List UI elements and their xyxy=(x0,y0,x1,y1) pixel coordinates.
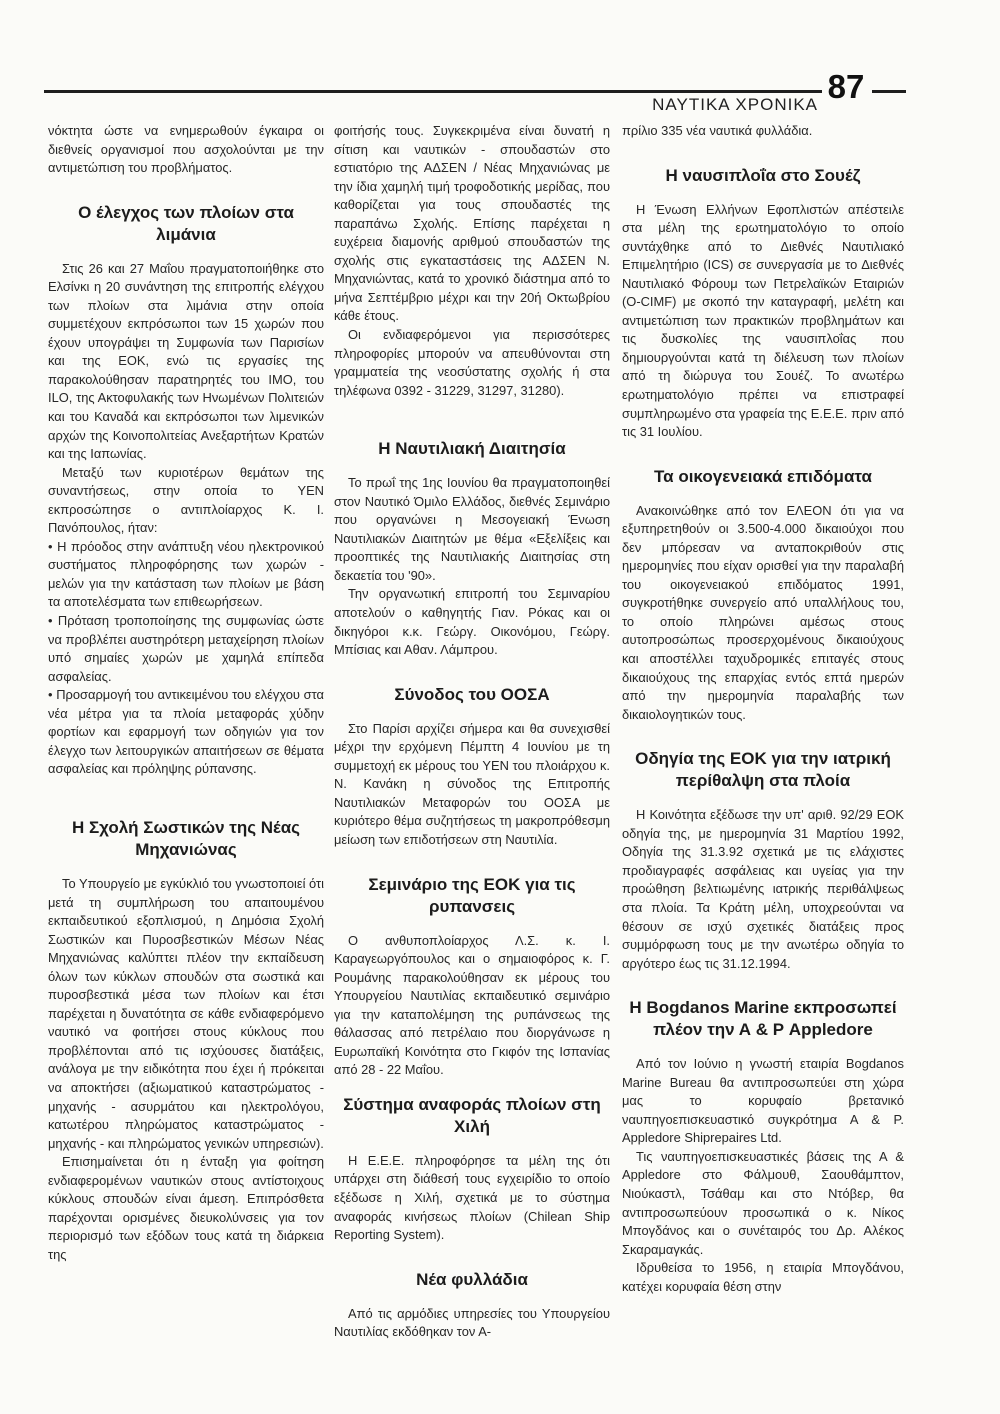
column-2 xyxy=(334,122,610,1342)
paragraph: Οι ενδιαφερόμενοι για περισσότερες πληροφορίες μπορούν να απευθύνονται στη γραμματεία της νεοσύστατης σχολής ή στα τηλέφωνα 0392 - 31229, 31297, 31280). xyxy=(334,327,610,398)
paragraph: Στις 26 και 27 Μαΐου πραγματοποιήθηκε στο Ελσίνκι η 20 συνάντηση της επιτροπής ελέγχου των πλοίων στα λιμάνια στην οποία συμμετέχουν εκπρόσωποι των 15 χωρών που έχουν υπογράψει τη Συμφωνία των Παρισίων και της ΕΟΚ, ενώ τις εργασίες της παρακολούθησαν παρατηρητές του ΙΜΟ, του ILO, της Ακτοφυλακής των Ηνωμένων Πολιτειών και του Καναδά και εκπρόσωποι των λιμενικών αρχών της Κοινοπολιτείας Ανεξαρτήτων Κρατών και της Ιαπωνίας. xyxy=(48,260,324,462)
paragraph: Η Ένωση Ελλήνων Εφοπλιστών απέστειλε στα μέλη της ερωτηματολόγιο το οποίο συντάχθηκε από το Διεθνές Ναυτιλιακό Επιμελητήριο (ICS) σε συνεργασία με το Διεθνές Ναυτιλιακό Φόρουμ των Πετρελαϊκών Εταιριών (O-CIMF) με σκοπό την καταγραφή, μελέτη και αντιμετώπιση των πρακτικών προβλημάτων και τις δυσκολίες της ναυσιπλοΐας που δημιουργούνται κατά τη διέλευση των πλοίων από τη διώρυγα του Σουέζ. Το ανωτέρω ερωτηματολόγιο πρέπει να επιστραφεί συμπληρωμένο στα γραφεία της Ε.Ε.Ε. πριν από τις 31 Ιουλίου. xyxy=(622,201,904,440)
heading-suez-navigation: Η ναυσιπλοΐα στο Σουέζ xyxy=(665,165,861,185)
paragraph: Την οργανωτική επιτροπή του Σεμιναρίου αποτελούν ο καθηγητής Γιαν. Ρόκας και οι δικηγόροι κ.κ. Γεώργ. Οικονόμου, Γεώργ. Μπίσιας και Αθαν. Λάμπρου. xyxy=(334,586,610,658)
paragraph-continuation: πρίλιο 335 νέα ναυτικά φυλλάδια. xyxy=(622,123,813,138)
heading-new-leaflets: Νέα φυλλάδια xyxy=(416,1269,528,1289)
heading-port-state-control: Ο έλεγχος των πλοίων στα λιμάνια xyxy=(78,202,294,244)
heading-chile-reporting: Σύστημα αναφοράς πλοίων στη Χιλή xyxy=(343,1094,601,1136)
bullet-item: • Προσαρμογή του αντικειμένου του ελέγχου στα νέα μέτρα για τα πλοία μεταφοράς χύδην φορτίων και εφαρμογή των οδηγιών για τον έλεγχο των λειτουργικών απαιτήσεων σε θέματα ασφαλείας και πρόληψης ρύπανσης. xyxy=(48,687,324,777)
intro-continuation: νόκτητα ώστε να ενημερωθούν έγκαιρα οι διεθνείς οργανισμοί που ασχολούνται με την αντιμετώπιση του προβλήματος. xyxy=(48,123,324,176)
header-rule xyxy=(44,90,822,93)
paragraph: Ανακοινώθηκε από τον ΕΛΕΟΝ ότι για να εξυπηρετηθούν οι 3.500-4.000 δικαιούχοι που δεν μπόρεσαν να ανταποκριθούν στις ημερομηνίες που είχαν ορισθεί για την παραλαβή του οικογενειακού επιδόματος 1991, συγκροτήθηκε συνεργείο από υπαλλήλους του, το οποίο πληρώνει αμέσως στους αυτοπροσώπως προσερχομένους δικαιούχους και αποστέλλει ταχυδρομικές επιταγές στους δικαιούχους της επαρχίας εντός επτά ημερών από την ημερομηνία παραλαβής των δικαιολογητικών τους. xyxy=(622,502,904,722)
bullet-item: • Πρόταση τροποποίησης της συμφωνίας ώστε να προβλέπει αυστηρότερη μεταχείρηση πλοίων υπό σημαίες χωρών με χαμηλά επίπεδα ασφαλείας. xyxy=(48,613,324,684)
paragraph: Το πρωΐ της 1ης Ιουνίου θα πραγματοποιηθεί στον Ναυτικό Όμιλο Ελλάδος, διεθνές Σεμινάριο που οργανώνει η Μεσογειακή Ένωση Ναυτιλιακών Διαιτητών με θέμα «Εξελίξεις και προοπτικές της Ναυτιλιακής Διαιτησίας στη δεκαετία του '90». xyxy=(334,475,610,583)
paragraph: Το Υπουργείο με εγκύκλιό του γνωστοποιεί ότι μετά τη συμπλήρωση του απαιτουμένου εκπαιδευτικού εξοπλισμού, η Δημόσια Σχολή Σωστικών και Πυροσβεστικών Μέσων Νέας Μηχανιώνας καλύπτει πλέον την εκπαίδευση όλων των κύκλων σπουδών στα σωστικά και πυροσβεστικά μέσα των πλοίων και έτσι παρέχεται η δυνατότητα σε κάθε ενδιαφερόμενο ναυτικό να φοιτήσει στους κύκλους που προβλέπονται από τις ισχύουσες διατάξεις, ανάλογα με την ειδικότητα που έχει ή πρόκειται να αποκτήσει (αξιωματικού καταστρώματος - μηχανής - ασυρμάτου και ηλεκτρολόγου, κατωτέρου πληρώματος καταστρώματος - μηχανής - και πληρώματος γενικών υπηρεσιών). xyxy=(48,875,324,1151)
paragraph: Από τον Ιούνιο η γνωστή εταιρία Bogdanos Marine Bureau θα αντιπροσωπεύει στη χώρα μας το κορυφαίο βρετανικό ναυπηγοεπισκευαστικό συγκρότημα Α & Ρ. Appledore Shiprepaires Ltd. xyxy=(622,1056,904,1146)
page-number: 87 xyxy=(827,68,865,105)
paragraph: Ο ανθυποπλοίαρχος Λ.Σ. κ. Ι. Καραγεωργόπουλος και ο σημαιοφόρος κ. Γ. Ρουμάνης παρακολούθησαν εκ μέρους του Υπουργείου Ναυτιλίας εκπαιδευτικό σεμινάριο για την καταπολέμηση της ρυπάνσεως της θάλασσας από πετρέλαιο που διοργάνωσε η Ευρωπαϊκή Κοινότητα στο Γκιφόν της Ισπανίας από 28 - 22 Μαΐου. xyxy=(334,932,610,1078)
heading-family-allowances: Τα οικογενειακά επιδόματα xyxy=(654,466,872,486)
paragraph: Επισημαίνεται ότι η ένταξη για φοίτηση ενδιαφερομένων ναυτικών στους αντίστοιχους κύκλους σπουδών είναι άμεση. Επιπρόσθετα παρέχονται ορισμένες διευκολύνσεις για τον περιορισμό των εξόδων τους κατά τη διάρκεια της xyxy=(48,1154,324,1262)
heading-maritime-arbitration: Η Ναυτιλιακή Διαιτησία xyxy=(378,439,566,459)
heading-eec-seminar: Σεμινάριο της ΕΟΚ για τις ρυπανσεις xyxy=(368,874,576,916)
heading-oecd-session: Σύνοδος του ΟΟΣΑ xyxy=(394,684,550,704)
paragraph: Στο Παρίσι αρχίζει σήμερα και θα συνεχισθεί μέχρι την ερχόμενη Πέμπτη 4 Ιουνίου με τη συμμετοχή εκ μέρους του ΥΕΝ του πλοιάρχου κ. Ν. Κανάκη η σύνοδος της Επιτροπής Ναυτιλιακών Μεταφορών του ΟΟΣΑ με κυριότερο θέμα συζητήσεως τη μακροπρόθεσμη μείωση των επιδοτήσεων στη Ναυτιλία. xyxy=(334,720,610,847)
paragraph: Ιδρυθείσα το 1956, η εταιρία Μπογδάνου, κατέχει κορυφαία θέση στην xyxy=(622,1260,904,1294)
paragraph: Τις ναυπηγοεπισκευαστικές βάσεις της Α & Appledore στο Φάλμουθ, Σαουθάμπτον, Νιούκαστλ, Τσάθαμ και στο Ντόβερ, θα αντιπροσωπεύουν προσωπικά ο κ. Νίκος Μπογδάνος και ο συνέταιρός του Δρ. Αλέκος Σκαραμαγκάς. xyxy=(622,1148,904,1257)
column-1 xyxy=(48,122,324,1264)
paragraph: Από τις αρμόδιες υπηρεσίες του Υπουργείου Ναυτιλίας εκδόθηκαν τον Α- xyxy=(334,1305,610,1340)
paragraph: Η Κοινότητα εξέδωσε την υπ' αριθ. 92/29 ΕΟΚ οδηγία της, με ημερομηνία 31 Μαρτίου 1992, Οδηγία της 31.3.92 σχετικά με τις ελάχιστες προδιαγραφές ασφάλειας και υγείας για την προώθηση βελτιωμένης ιατρικής περιθάλψεως στα πλοία. Τα Κράτη μέλη, υποχρεούνται να θέσουν σε ισχύ σχετικές διατάξεις προς συμμόρφωση τους με την ανωτέρω οδηγία το αργότερο έως τις 31.12.1994. xyxy=(622,807,904,971)
column-3 xyxy=(622,122,904,1296)
paragraph: Μεταξύ των κυριοτέρων θεμάτων της συναντήσεως, στην οποία το ΥΕΝ εκπροσώπησε ο αντιπλοίαρχος Κ. Ι. Πανόπουλος, ήταν: xyxy=(48,464,324,536)
paragraph-continuation: φοιτήσής τους. Συγκεκριμένα είναι δυνατή η σίτιση και ναυτικών - σπουδαστών στο εστιατόριο της ΑΔΣΕΝ / Νέας Μηχανιώνας με την ίδια χαμηλή τιμή τροφοδοτικής μερίδας, που καθορίζεται για τους σπουδαστές της παραπάνω Σχολής. Επίσης παρέχεται η ευχέρεια διαμονής αριθμού σπουδαστών της σχολής στις εγκαταστάσεις της ΑΔΣΕΝ Ν. Μηχανιώντας, κατά το χρονικό διάστημα από το μήνα Σεπτέμβριο μέχρι και την 20ή Οκτωβρίου κάθε έτους. xyxy=(334,123,610,324)
running-header-title: ΝΑΥΤΙΚΑ ΧΡΟΝΙΚΑ xyxy=(652,95,818,114)
heading-rescue-school: Η Σχολή Σωστικών της Νέας Μηχανιώνας xyxy=(71,817,301,859)
header-dash xyxy=(872,90,906,93)
heading-bogdanos-marine: Η Bogdanos Marine εκπροσωπεί πλέον την Α & Ρ Appledore xyxy=(629,998,897,1040)
bullet-item: • Η πρόοδος στην ανάπτυξη νέου ηλεκτρονικού συστήματος πληροφόρησης των χωρών - μελών για την κατάσταση των πλοίων με βάση τα αποτελέσματα των επιθεωρήσεων. xyxy=(48,538,324,610)
heading-eec-medical-directive: Οδηγία της ΕΟΚ για την ιατρική περίθαλψη στα πλοία xyxy=(635,749,891,791)
paragraph: Η Ε.Ε.Ε. πληροφόρησε τα μέλη της ότι υπάρχει στη διάθεσή τους εγχειρίδιο το οποίο εξέδωσε η Χιλή, σχετικά με το σύστημα αναφοράς κινήσεως πλοίων (Chilean Ship Reporting System). xyxy=(334,1152,610,1243)
